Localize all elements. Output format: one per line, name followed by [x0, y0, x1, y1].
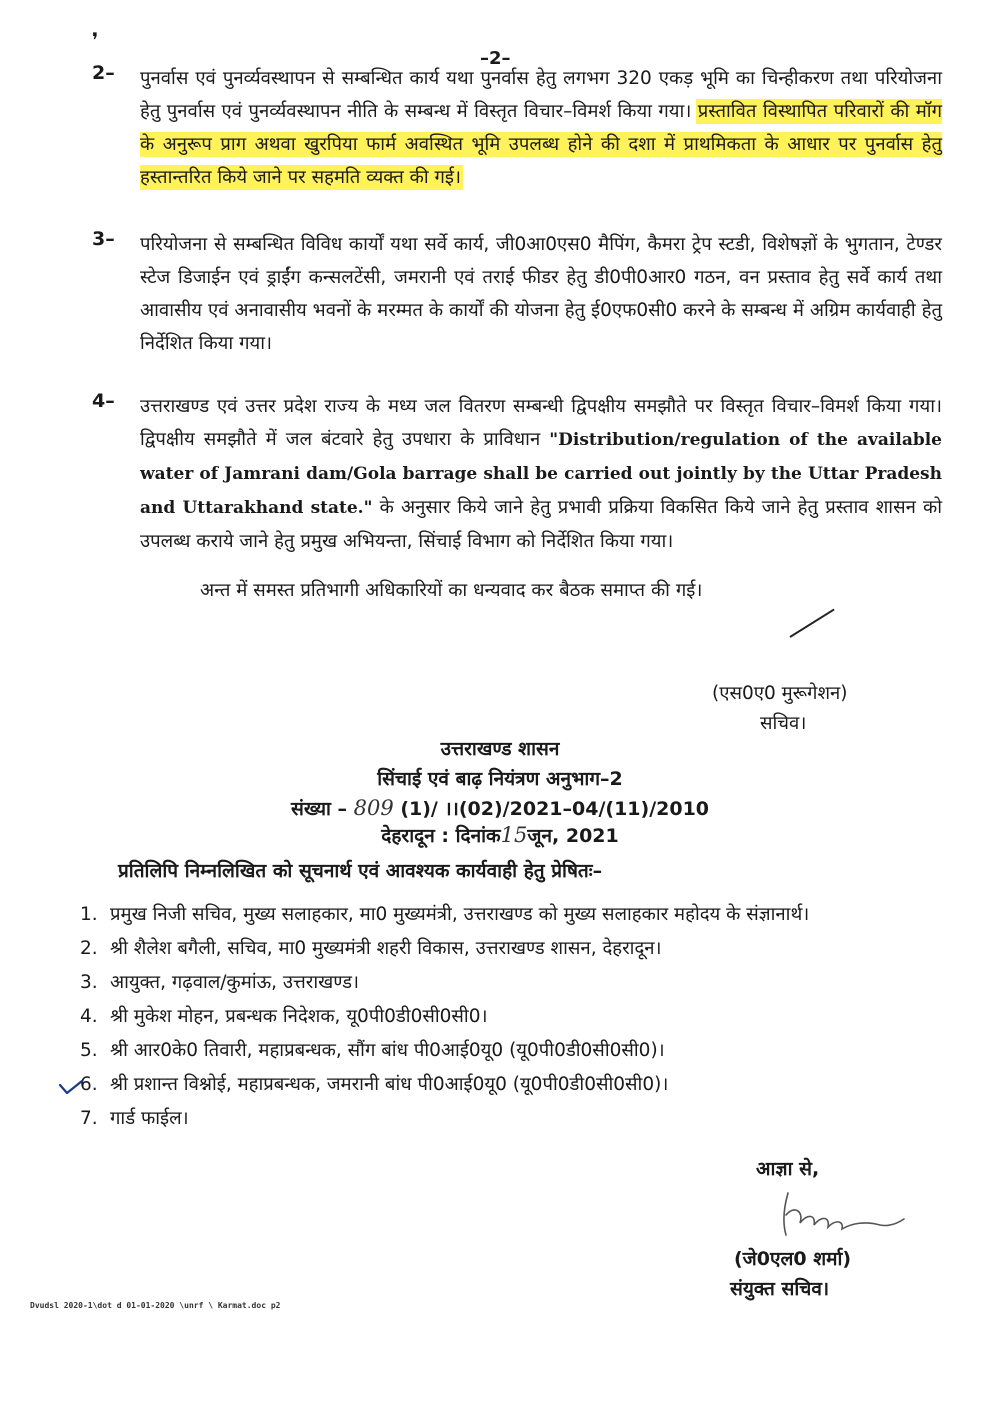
number-suffix: (1)/ ।।(02)/2021–04/(11)/2010 — [393, 798, 710, 820]
signatory-designation: संयुक्त सचिव। — [730, 1278, 830, 1300]
minutes-item-4 — [92, 390, 942, 558]
handwritten-number: 809 — [353, 796, 394, 820]
list-number: 6. — [80, 1074, 98, 1095]
copy-recipients-list — [80, 900, 940, 1138]
highlighted-text: प्रस्तावित विस्थापित परिवारों की मॉग के अनुरूप प्राग अथवा खुरपिया फार्म अवस्थित भूमि उपलब्ध होने की दशा में प्राथमिकता के आधार पर पुनर्वास हेतु हस्तान्तरित किये जाने पर सहमति व्यक्त की गई। — [140, 101, 943, 188]
page-number: –2– — [480, 48, 511, 69]
letter-number — [0, 795, 1000, 821]
number-prefix: संख्या – — [290, 798, 354, 820]
list-number: 1. — [80, 904, 98, 925]
by-order-text: आज्ञा से, — [756, 1158, 820, 1180]
item-text — [140, 390, 942, 558]
handwritten-signature — [770, 1185, 910, 1245]
item-text — [140, 62, 942, 194]
closing-statement: अन्त में समस्त प्रतिभागी अधिकारियों का धन्यवाद कर बैठक समाप्त की गई। — [200, 580, 703, 601]
list-text: श्री आर0के0 तिवारी, महाप्रबन्धक, सौंग बांध पी0आई0यू0 (यू0पी0डी0सी0सी0)। — [110, 1040, 665, 1061]
list-text: श्री शैलेश बगैली, सचिव, मा0 मुख्यमंत्री शहरी विकास, उत्तराखण्ड शासन, देहरादून। — [110, 938, 662, 959]
item-number: 3– — [92, 228, 115, 250]
item-number: 2– — [92, 62, 115, 84]
list-item — [80, 1002, 940, 1032]
list-text: श्री प्रशान्त विश्नोई, महाप्रबन्धक, जमरानी बांध पी0आई0यू0 (यू0पी0डी0सी0सी0)। — [110, 1074, 669, 1095]
list-number: 3. — [80, 972, 98, 993]
date-prefix: देहरादून : दिनांक — [381, 825, 501, 847]
list-text: गार्ड फाईल। — [110, 1108, 189, 1129]
government-name: उत्तराखण्ड शासन — [440, 738, 560, 760]
signatory-name: (जे0एल0 शर्मा) — [734, 1248, 852, 1270]
minutes-item-2 — [92, 62, 942, 194]
stray-mark: ❜ — [92, 28, 99, 52]
english-quote: "Distribution/regulation of the available water of Jamrani dam/Gola barrage shall be carried out jointly by the Uttar Pradesh and Uttarakhand state." — [140, 430, 942, 518]
file-path-footer: Dvudsl 2020-1\dot d 01-01-2020 \unrf \ Karmat.doc p2 — [30, 1301, 281, 1310]
date-suffix: जून, 2021 — [527, 825, 619, 847]
list-item — [80, 1036, 940, 1066]
list-number: 4. — [80, 1006, 98, 1027]
department-section: सिंचाई एवं बाढ़ नियंत्रण अनुभाग–2 — [377, 768, 623, 790]
item-text-plain: पुनर्वास एवं पुनर्व्यवस्थापन से सम्बन्धित कार्य यथा पुनर्वास हेतु लगभग 320 एकड़ भूमि का चिन्हीकरण तथा परियोजना हेतु पुनर्वास एवं पुनर्व्यवस्थापन नीति के सम्बन्ध में विस्तृत विचार–विमर्श किया गया। — [140, 68, 942, 122]
item-number: 4– — [92, 390, 115, 412]
handwritten-check-icon — [58, 1079, 84, 1095]
minutes-item-3 — [92, 228, 942, 360]
list-item — [80, 968, 940, 998]
list-number: 2. — [80, 938, 98, 959]
list-number: 7. — [80, 1108, 98, 1129]
list-text: आयुक्त, गढ़वाल/कुमांऊ, उत्तराखण्ड। — [110, 972, 359, 993]
item-text: परियोजना से सम्बन्धित विविध कार्यों यथा सर्वे कार्य, जी0आ0एस0 मैपिंग, कैमरा ट्रेप स्टडी, विशेषज्ञों के भुगतान, टेण्डर स्टेज डिजाईन एवं ड्राईंग कन्सलटेंसी, जमरानी एवं तराई फीडर हेतु डी0पी0आर0 गठन, वन प्रस्ताव हेतु सर्वे कार्य तथा आवासीय एवं अनावासीय भवनों के मरम्मत के कार्यों की योजना हेतु ई0एफ0सी0 करने के सम्बन्ध में अग्रिम कार्यवाही हेतु निर्देशित किया गया। — [140, 234, 942, 354]
list-text: श्री मुकेश मोहन, प्रबन्धक निदेशक, यू0पी0डी0सी0सी0। — [110, 1006, 488, 1027]
signature-stroke — [789, 609, 834, 638]
list-item — [80, 900, 940, 930]
copy-forwarded-heading: प्रतिलिपि निम्नलिखित को सूचनार्थ एवं आवश्यक कार्यवाही हेतु प्रेषितः– — [118, 860, 603, 882]
item-text-after: के अनुसार किये जाने हेतु प्रभावी प्रक्रिया विकसित किये जाने हेतु प्रस्ताव शासन को उपलब्ध कराये जाने हेतु प्रमुख अभियन्ता, सिंचाई विभाग को निर्देशित किया गया। — [140, 497, 943, 552]
list-item — [80, 1070, 940, 1100]
list-number: 5. — [80, 1040, 98, 1061]
list-text: प्रमुख निजी सचिव, मुख्य सलाहकार, मा0 मुख्यमंत्री, उत्तराखण्ड को मुख्य सलाहकार महोदय के संज्ञानार्थ। — [110, 904, 810, 925]
handwritten-date: 15 — [500, 823, 528, 847]
item-text-before: उत्तराखण्ड एवं उत्तर प्रदेश राज्य के मध्य जल वितरण सम्बन्धी द्विपक्षीय समझौते पर विस्तृत विचार–विमर्श किया गया। द्विपक्षीय समझौते में जल बंटवारे हेतु उपधारा के प्राविधान — [140, 396, 942, 450]
list-item — [80, 1104, 940, 1134]
list-item — [80, 934, 940, 964]
signatory-name: (एस0ए0 मुरूगेशन) — [712, 683, 848, 704]
signatory-designation: सचिव। — [760, 713, 807, 734]
letter-date — [0, 822, 1000, 848]
